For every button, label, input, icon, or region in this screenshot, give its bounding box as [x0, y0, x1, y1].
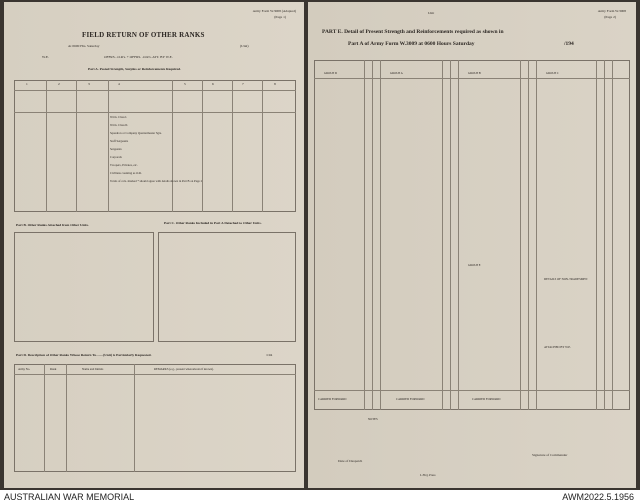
- notes-label: NOTES: [368, 417, 378, 421]
- unit-label: Unit: [428, 11, 435, 15]
- footer-right: AWM2022.5.1956: [562, 492, 634, 502]
- part-c-table: [158, 232, 296, 342]
- we-line: W.E.: [42, 55, 49, 59]
- footer-left: AUSTRALIAN WAR MEMORIAL: [4, 492, 135, 502]
- part-d-year: /194: [266, 353, 273, 357]
- unit-label: (Unit): [240, 44, 249, 48]
- part-d-table: [14, 364, 296, 472]
- signature-label: Signature of Commander: [532, 453, 568, 457]
- page-title: FIELD RETURN OF OTHER RANKS: [82, 31, 205, 39]
- group-b: GROUP B: [468, 71, 481, 75]
- print-ref: L.H.Q. Press: [420, 473, 436, 477]
- col-2: 2: [58, 82, 60, 86]
- page-title: PART E. Detail of Present Strength and Reinforcements required as shown in: [322, 29, 504, 35]
- col-name: Name and Initials: [82, 367, 104, 371]
- group-c: GROUP C: [546, 71, 559, 75]
- row-label: Sergeants: [110, 147, 122, 151]
- col-army-no: Army No.: [18, 367, 31, 371]
- page-subtitle: Part A of Army Form W.3009 at 0600 Hours Saturday: [348, 41, 475, 47]
- title-year: /194: [564, 41, 574, 47]
- form-page: (Page 2): [604, 15, 616, 19]
- col-7: 7: [242, 82, 244, 86]
- form-page: (Page 1): [274, 15, 286, 19]
- col-3: 3: [88, 82, 90, 86]
- part-a-table: [14, 80, 296, 212]
- row-label: W.Os. Class II.: [110, 123, 129, 127]
- left-page: [4, 2, 304, 488]
- attached-we: ATTACHED BY W.E.: [544, 345, 571, 349]
- date-line: At 0600 Hrs. Saturday: [68, 44, 100, 48]
- row-label: Troopers, Privates, etc.: [110, 163, 138, 167]
- group-a: GROUP A: [390, 71, 403, 75]
- col-1: 1: [26, 82, 28, 86]
- group-e: GROUP E: [468, 263, 481, 267]
- col-8: 8: [274, 82, 276, 86]
- dispatch-label: Date of Despatch: [338, 459, 363, 463]
- col-6: 6: [212, 82, 214, 86]
- carried-forward-3: CARRIED FORWARD: [472, 397, 501, 401]
- row-label: Totals of cols. marked * should agree with details shown in Part B on Page 2: [110, 179, 203, 183]
- col-4: 4: [118, 82, 120, 86]
- col-rank: Rank: [50, 367, 57, 371]
- row-label: Civilians counting as O.R.: [110, 171, 142, 175]
- form-ref: Army Form W.3008: [597, 9, 626, 13]
- form-ref: Army Form W.3008 (Adapted): [252, 9, 296, 13]
- part-a-title: Part A. Posted Strength, Surplus or Reinforcements Required.: [88, 67, 181, 71]
- col-remarks: REMARKS (e.g., present whereabouts if known).: [154, 367, 214, 371]
- group-d: GROUP D: [324, 71, 337, 75]
- non-tradesmen: DETAILS OF NON-TRADESMEN: [544, 277, 588, 281]
- part-b-table: [14, 232, 154, 342]
- part-e-table: [314, 60, 630, 410]
- row-label: W.Os. Class I.: [110, 115, 128, 119]
- row-label: Corporals: [110, 155, 122, 159]
- carried-forward-1: CARRIED FORWARD: [318, 397, 347, 401]
- carried-forward-2: CARRIED FORWARD: [396, 397, 425, 401]
- part-b-title: Part B. Other Ranks Attached from Other Units.: [16, 223, 89, 227]
- part-d-title: Part D. Description of Other Ranks Whose Return To........(Unit) is Particularly Requested.: [16, 353, 152, 357]
- right-page: [308, 2, 636, 488]
- archive-footer: [0, 490, 640, 504]
- col-5: 5: [184, 82, 186, 86]
- officers-line: OFFRS. .O.R's. + OFFRS. .O.R's. ATT. BY W.E.: [104, 55, 173, 59]
- row-label: Staff Sergeants: [110, 139, 129, 143]
- row-label: Squadron or Company Quartermaster Sgts.: [110, 131, 162, 135]
- part-c-title: Part C. Other Ranks Included in Part A Detached to Other Units.: [164, 221, 262, 225]
